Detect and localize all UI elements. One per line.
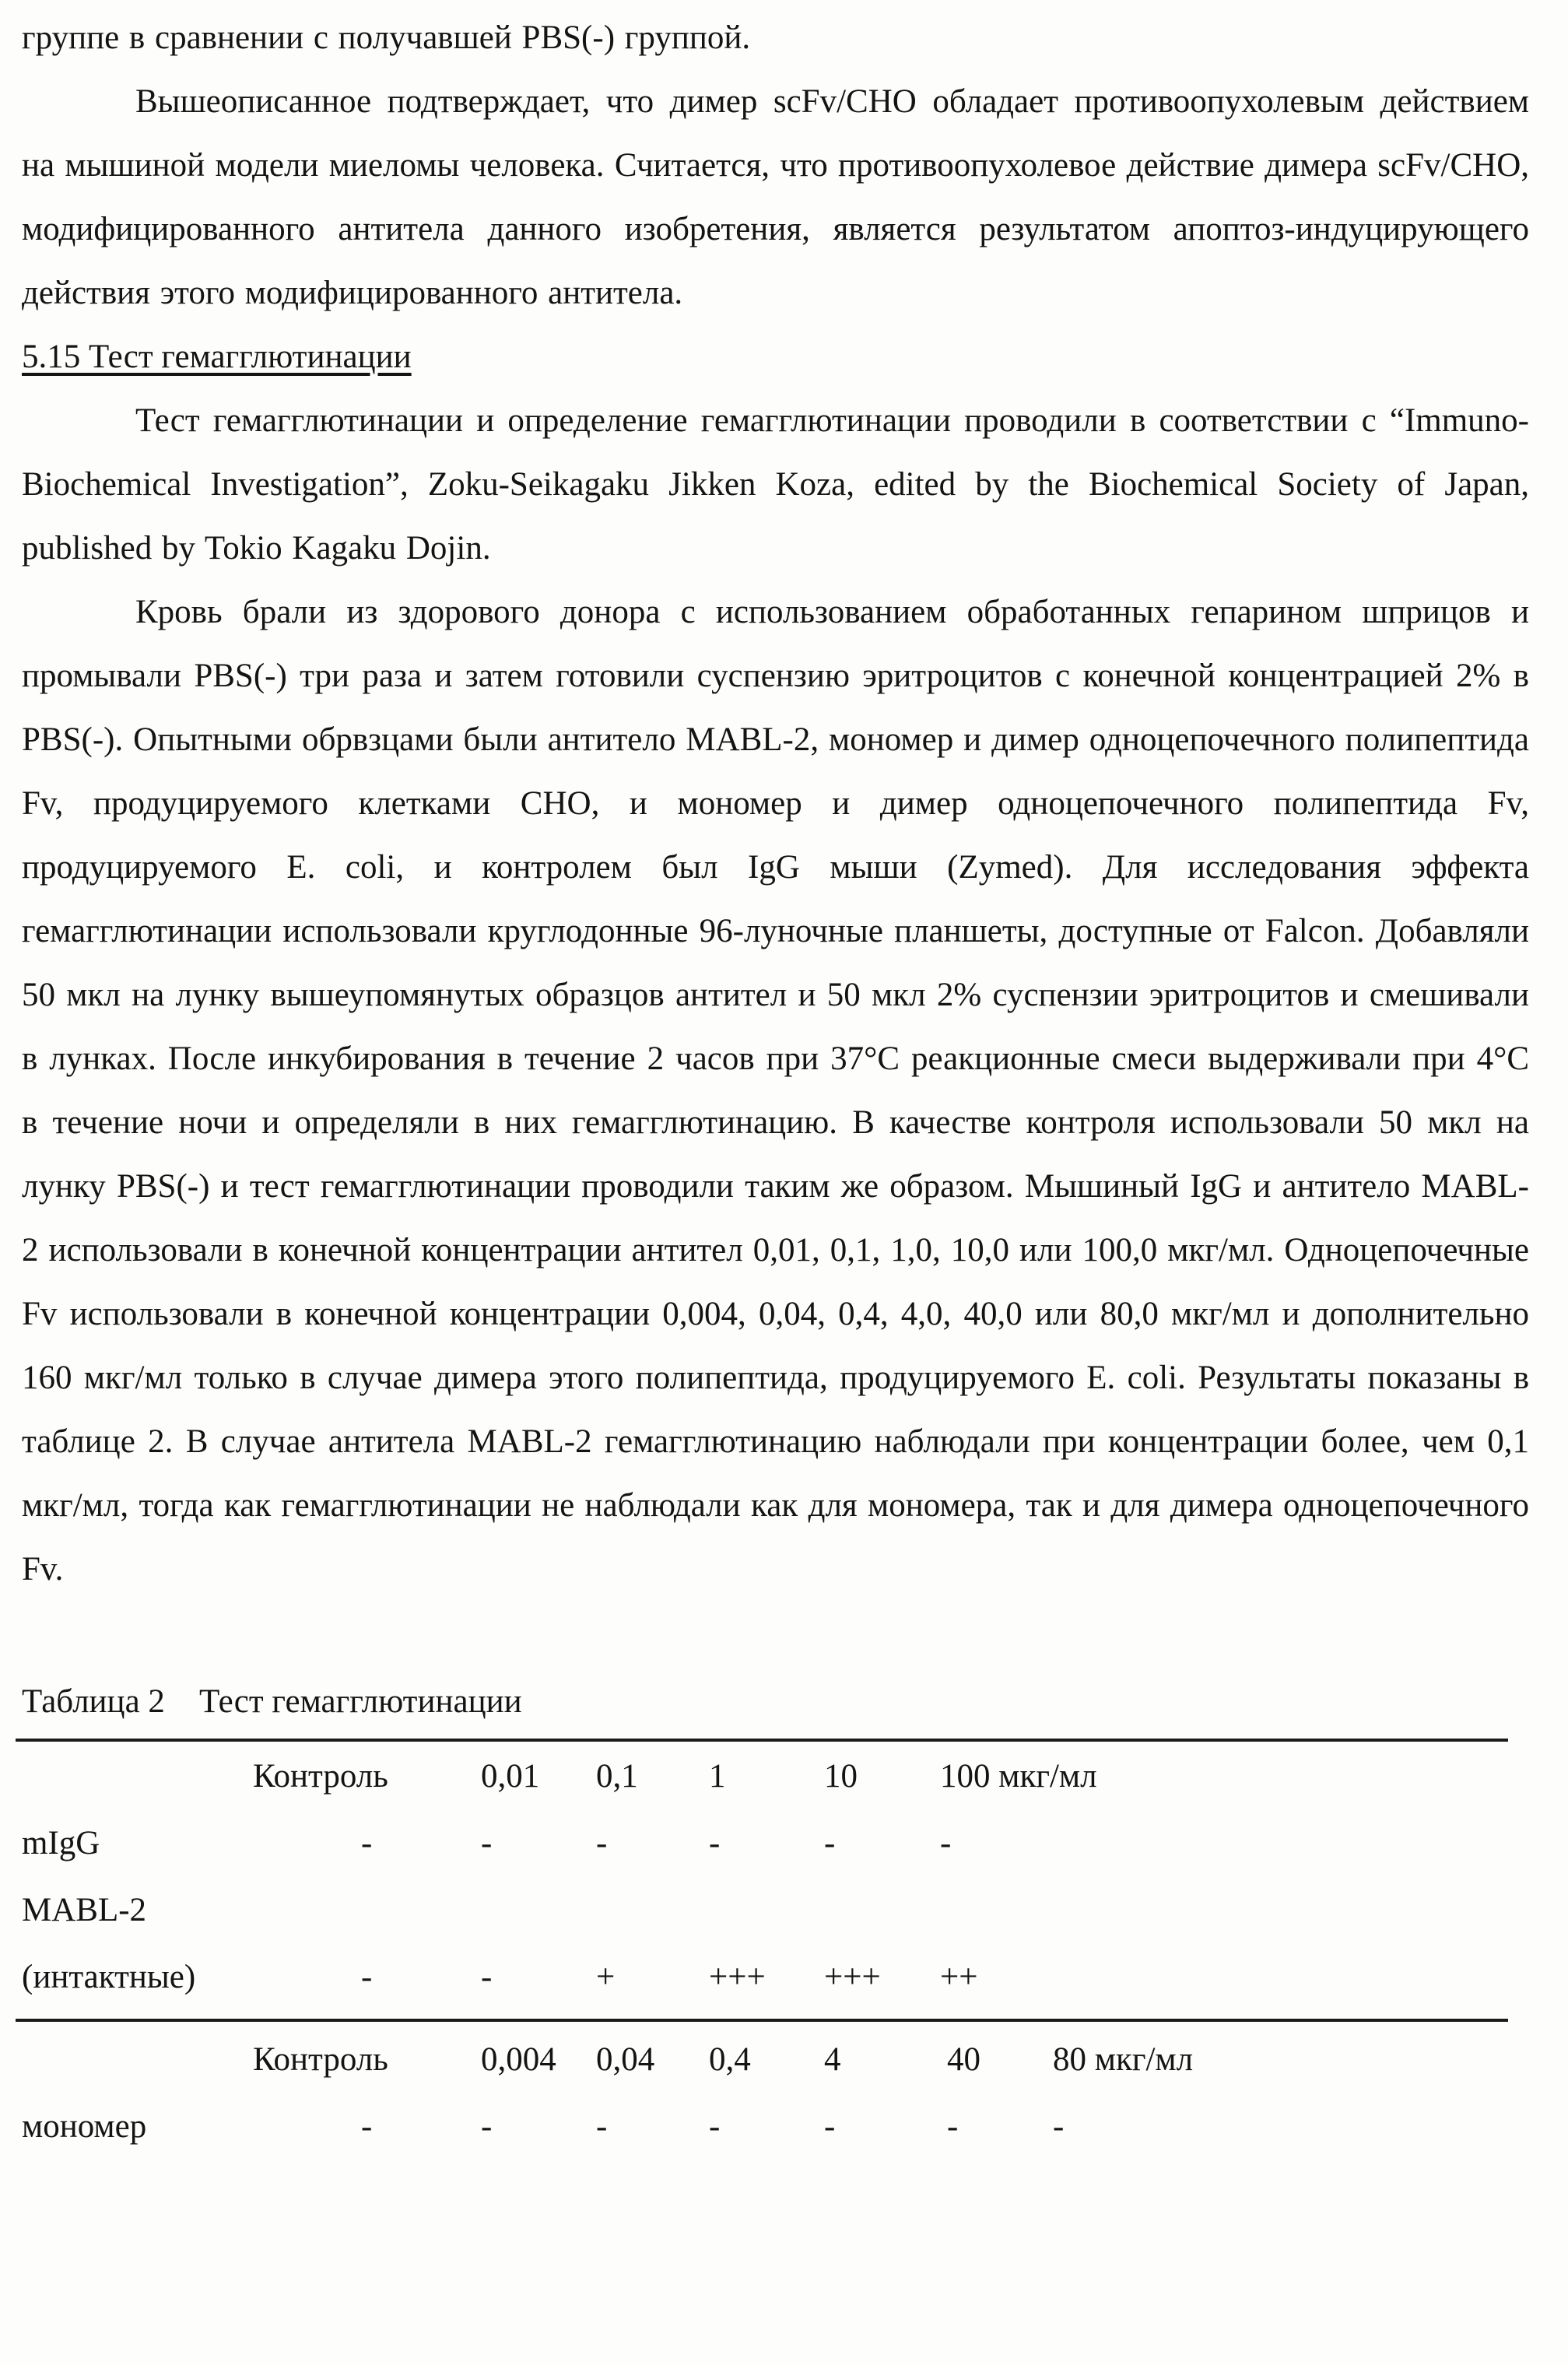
value-cell: -: [596, 1825, 608, 1861]
header-cell-control: Контроль: [253, 2041, 388, 2078]
table-top-rule: [16, 1739, 1508, 1742]
value-cell: -: [481, 1825, 493, 1861]
header-cell-concentration: 0,4: [709, 2041, 751, 2078]
header-cell-concentration: 1: [709, 1758, 726, 1795]
header-cell-concentration: 0,01: [481, 1758, 540, 1795]
value-cell: +++: [824, 1959, 881, 1995]
row-label: MABL-2: [22, 1892, 147, 1928]
header-cell-concentration: 0,1: [596, 1758, 638, 1795]
value-cell: -: [824, 2108, 836, 2145]
header-cell-concentration: 40: [947, 2041, 980, 2078]
section-heading-text: 5.15 Тест гемагглютинации: [22, 339, 412, 375]
paragraph-continuation: группе в сравнении с получавшей PBS(-) группой.: [22, 19, 751, 56]
hemagglutination-table: [22, 1670, 1529, 2160]
header-cell-concentration: 0,04: [596, 2041, 655, 2078]
table-header-row-1: [22, 1743, 1529, 1810]
row-label: (интактные): [22, 1959, 196, 1995]
paragraph-experiment-description: Кровь брали из здорового донора с использованием обработанных гепарином шприцов и промывали PBS(-) три раза и затем готовили суспензию эритроцитов с конечной концентрацией 2% в PBS(-). Опытными обрвзцами были антитело MABL-2, мономер и димер одноцепочечного полипептида Fv, продуцируемого клетками CHO, и мономер и димер одноцепочечного полипептида Fv, продуцируемого E. coli, и контролем был IgG мыши (Zymed). Для исследования эффекта гемагглютинации использовали круглодонные 96-луночные планшеты, доступные от Falcon. Добавляли 50 мкл на лунку вышеупомянутых образцов антител и 50 мкл 2% суспензии эритроцитов и смешивали в лунках. После инкубирования в течение 2 часов при 37°С реакционные смеси выдерживали при 4°С в течение ночи и определяли в них гемагглютинацию. В качестве контроля использовали 50 мкл на лунку PBS(-) и тест гемагглютинации проводили таким же образом. Мышиный IgG и антитело MABL-2 использовали в конечной концентрации антител 0,01, 0,1, 1,0, 10,0 или 100,0 мкг/мл. Одноцепочечные Fv использовали в конечной концентрации 0,004, 0,04, 0,4, 4,0, 40,0 или 80,0 мкг/мл и дополнительно 160 мкг/мл только в случае димера этого полипептида, продуцируемого E. coli. Результаты показаны в таблице 2. В случае антитела MABL-2 гемагглютинацию наблюдали при концентрации более, чем 0,1 мкг/мл, тогда как гемагглютинации не наблюдали как для мономера, так и для димера одноцепочечного Fv.: [22, 594, 1529, 1588]
value-cell: -: [481, 1959, 493, 1995]
row-label: mIgG: [22, 1825, 100, 1861]
table-row-migg: [22, 1810, 1529, 1877]
row-label: мономер: [22, 2108, 147, 2145]
value-cell: -: [361, 1825, 373, 1861]
header-cell-concentration: 80 мкг/мл: [1053, 2041, 1194, 2078]
value-cell: +: [596, 1959, 616, 1995]
paragraph-method-reference: Тест гемагглютинации и определение гемагглютинации проводили в соответствии с “Immuno-Biochemical Investigation”, Zoku-Seikagaku Jikken Koza, edited by the Biochemical Society of Japan, published by Tokio Kagaku Dojin.: [22, 402, 1529, 567]
table-row-mabl2: [22, 1877, 1529, 1944]
value-cell: -: [596, 2108, 608, 2145]
header-cell-concentration: 0,004: [481, 2041, 556, 2078]
value-cell: -: [709, 2108, 721, 2145]
value-cell: -: [940, 1825, 952, 1861]
value-cell: -: [824, 1825, 836, 1861]
value-cell: -: [361, 1959, 373, 1995]
value-cell: -: [947, 2108, 959, 2145]
table-row-intact: [22, 1944, 1529, 2011]
paragraph-antitumor-conclusion: Вышеописанное подтверждает, что димер scFv/CHO обладает противоопухолевым действием на мышиной модели миеломы человека. Считается, что противоопухолевое действие димера scFv/CHO, модифицированного антитела данного изобретения, является результатом апоптоз-индуцирующего действия этого модифицированного антитела.: [22, 83, 1529, 311]
value-cell: -: [709, 1825, 721, 1861]
table-caption: [22, 1670, 1529, 1734]
table-middle-rule: [16, 2019, 1508, 2022]
value-cell: -: [481, 2108, 493, 2145]
table-caption-title: Тест гемагглютинации: [199, 1683, 522, 1720]
header-cell-concentration: 4: [824, 2041, 841, 2078]
table-row-monomer: [22, 2093, 1529, 2160]
header-cell-concentration: 100 мкг/мл: [940, 1758, 1097, 1795]
table-header-row-2: [22, 2026, 1529, 2093]
value-cell: -: [361, 2108, 373, 2145]
header-cell-control: Контроль: [253, 1758, 388, 1795]
value-cell: ++: [940, 1959, 978, 1995]
table-caption-label: Таблица 2: [22, 1683, 165, 1720]
value-cell: -: [1053, 2108, 1065, 2145]
value-cell: +++: [709, 1959, 766, 1995]
section-heading-5-15: [22, 325, 1529, 389]
header-cell-concentration: 10: [824, 1758, 858, 1795]
